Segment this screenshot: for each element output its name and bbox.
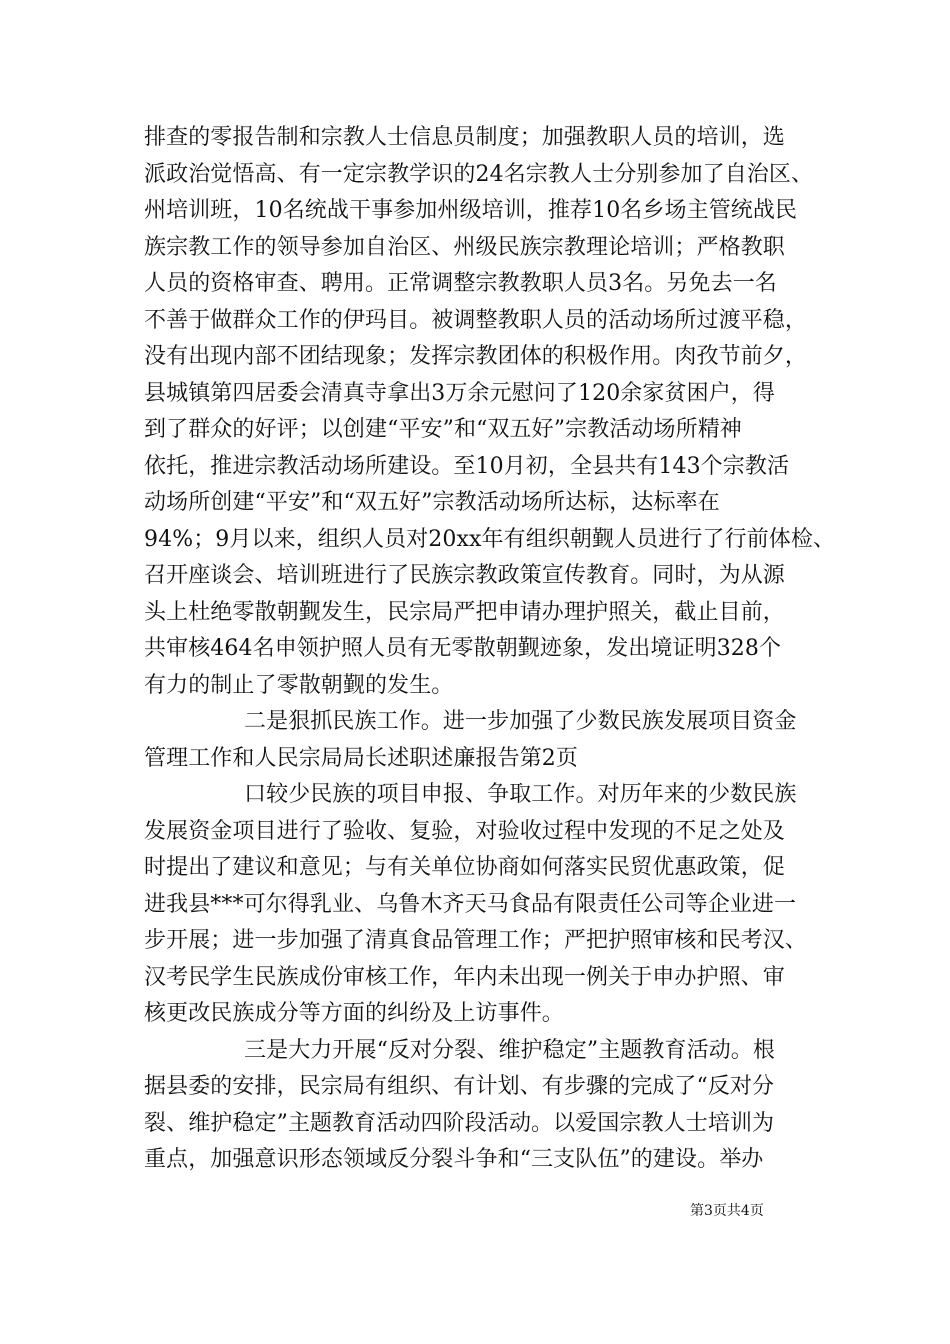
text-line: 共审核464名申领护照人员有无零散朝觐迹象，发出境证明328个 <box>144 636 782 661</box>
text-line: 动场所创建“平安”和“双五好”宗教活动场所达标，达标率在 <box>144 490 720 515</box>
text-line: 人员的资格审查、聘用。正常调整宗教教职人员3名。另免去一名 <box>144 271 777 296</box>
text-line: 时提出了建议和意见；与有关单位协商如何落实民贸优惠政策，促 <box>144 855 785 880</box>
text-line: 召开座谈会、培训班进行了民族宗教政策宣传教育。同时，为从源 <box>144 563 785 588</box>
text-line: 汉考民学生民族成份审核工作，年内未出现一例关于申办护照、审 <box>144 964 785 990</box>
text-line: 州培训班，10名统战干事参加州级培训，推荐10名乡场主管统战民 <box>144 198 798 223</box>
text-line: 核更改民族成分等方面的纠纷及上访事件。 <box>144 1001 564 1026</box>
text-line: 裂、维护稳定”主题教育活动四阶段活动。以爱国宗教人士培训为 <box>144 1110 775 1136</box>
text-line: 派政治觉悟高、有一定宗教学识的24名宗教人士分别参加了自治区、 <box>144 161 814 187</box>
text-line: 排查的零报告制和宗教人士信息员制度；加强教职人员的培训，选 <box>144 125 785 150</box>
text-line: 步开展；进一步加强了清真食品管理工作；严把护照审核和民考汉、 <box>144 928 808 953</box>
text-line: 重点，加强意识形态领域反分裂斗争和“三支队伍”的建设。举办 <box>144 1147 764 1172</box>
text-line: 发展资金项目进行了验收、复验，对验收过程中发现的不足之处及 <box>144 818 785 844</box>
text-line: 据县委的安排，民宗局有组织、有计划、有步骤的完成了“反对分 <box>144 1074 775 1099</box>
text-line: 依托，推进宗教活动场所建设。至10月初，全县共有143个宗教活 <box>144 453 790 479</box>
text-line: 族宗教工作的领导参加自治区、州级民族宗教理论培训；严格教职 <box>144 234 785 260</box>
text-line: 管理工作和人民宗局局长述职述廉报告第2页 <box>144 745 578 771</box>
paragraph-start-line: 三是大力开展“反对分裂、维护稳定”主题教育活动。根 <box>244 1037 775 1063</box>
text-line: 到了群众的好评；以创建“平安”和“双五好”宗教活动场所精神 <box>144 417 742 442</box>
text-line: 不善于做群众工作的伊玛目。被调整教职人员的活动场所过渡平稳， <box>144 307 808 333</box>
text-line: 县城镇第四居委会清真寺拿出3万余元慰问了120余家贫困户，得 <box>144 380 775 406</box>
document-body <box>144 120 836 1179</box>
text-line: 没有出现内部不团结现象；发挥宗教团体的积极作用。肉孜节前夕， <box>144 344 808 369</box>
text-line: 头上杜绝零散朝觐发生，民宗局严把申请办理护照关，截止目前， <box>144 599 785 625</box>
paragraph-start-line: 口较少民族的项目申报、争取工作。对历年来的少数民族 <box>244 782 797 807</box>
paragraph-start-line: 二是狠抓民族工作。进一步加强了少数民族发展项目资金 <box>244 709 797 734</box>
text-line: 94%；9月以来，组织人员对20xx年有组织朝觐人员进行了行前体检、 <box>144 526 836 552</box>
page-number-footer: 第3页共4页 <box>690 1203 764 1219</box>
text-line: 有力的制止了零散朝觐的发生。 <box>144 672 454 698</box>
text-line: 进我县***可尔得乳业、乌鲁木齐天马食品有限责任公司等企业进一 <box>144 891 797 917</box>
